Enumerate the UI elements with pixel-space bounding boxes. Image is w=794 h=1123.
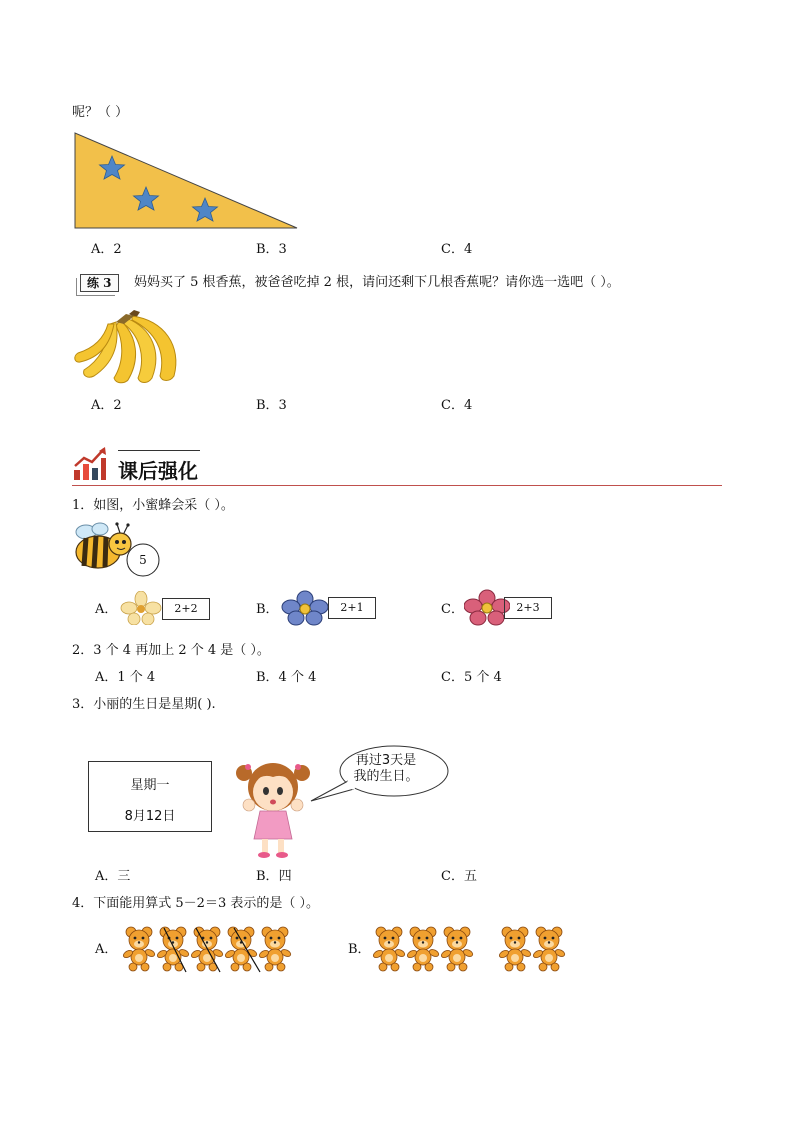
- speech-text-line1: 再过3天是: [355, 753, 417, 768]
- calendar-weekday: 星期一: [130, 778, 170, 793]
- bear-icon: [440, 926, 476, 972]
- option-a[interactable]: A．: [95, 602, 118, 617]
- cross-out-lines: [122, 926, 302, 974]
- exercise-question: 妈妈买了 5 根香蕉，被爸爸吃掉 2 根，请问还剩下几根香蕉呢？请你选一选吧（ ）。: [134, 275, 620, 290]
- question-tail: 呢？（ ）: [72, 105, 129, 120]
- bee-number: 5: [139, 553, 147, 567]
- bar-chart-icon: [72, 446, 108, 482]
- bear-group-a: [122, 926, 302, 974]
- exercise-tag: 练 3: [80, 274, 119, 292]
- bear-icon: [498, 926, 534, 972]
- option-answer: 三: [117, 869, 131, 884]
- option-a[interactable]: [95, 869, 130, 885]
- option-a[interactable]: A．2: [91, 242, 122, 257]
- speech-text-line2: 我的生日。: [353, 769, 419, 784]
- option-c[interactable]: C．4: [441, 398, 473, 413]
- option-answer: 五: [463, 869, 477, 884]
- option-c[interactable]: C．: [441, 602, 464, 617]
- option-answer: 四: [278, 869, 292, 884]
- calendar-date: 8月12日: [124, 809, 176, 824]
- section-title-overline: [118, 450, 200, 451]
- option-c[interactable]: C．5 个 4: [441, 670, 502, 685]
- question-2: 2．3 个 4 再加上 2 个 4 是（ ）。: [72, 643, 270, 658]
- section-divider: [72, 485, 722, 486]
- option-b[interactable]: B．3: [256, 398, 287, 413]
- option-a[interactable]: A．2: [91, 398, 122, 413]
- blue-flower-icon: [281, 590, 329, 626]
- triangle-stars-figure: [72, 130, 302, 232]
- option-b[interactable]: B．: [348, 942, 371, 957]
- cream-flower-icon: [120, 591, 162, 625]
- option-c[interactable]: [441, 869, 477, 885]
- expression-box: 2+3: [504, 597, 552, 619]
- option-b[interactable]: B．3: [256, 242, 287, 257]
- triangle-shape: [75, 133, 297, 228]
- bear-group-b: [372, 926, 572, 974]
- banana-bunch-image: [74, 306, 184, 386]
- expression-box: 2+2: [162, 598, 210, 620]
- girl-illustration: [236, 755, 316, 859]
- question-3: 3．小丽的生日是星期( ).: [72, 697, 216, 712]
- option-label: A．: [95, 869, 118, 884]
- option-label: C．: [441, 869, 464, 884]
- bear-icon: [532, 926, 568, 972]
- calendar-card: [88, 761, 212, 832]
- bee-icon: [72, 520, 167, 580]
- option-c[interactable]: C．4: [441, 242, 473, 257]
- question-1: 1．如图，小蜜蜂会采（ ）。: [72, 498, 234, 513]
- option-b[interactable]: B．4 个 4: [256, 670, 317, 685]
- expression-box: 2+1: [328, 597, 376, 619]
- section-title: 课后强化: [118, 459, 198, 483]
- option-b[interactable]: [256, 869, 292, 885]
- option-a[interactable]: A．1 个 4: [95, 670, 156, 685]
- bear-icon: [372, 926, 408, 972]
- option-label: B．: [256, 869, 279, 884]
- bear-icon: [406, 926, 442, 972]
- question-4: 4．下面能用算式 5－2＝3 表示的是（ ）。: [72, 896, 319, 911]
- option-b[interactable]: B．: [256, 602, 279, 617]
- option-a[interactable]: A．: [95, 942, 118, 957]
